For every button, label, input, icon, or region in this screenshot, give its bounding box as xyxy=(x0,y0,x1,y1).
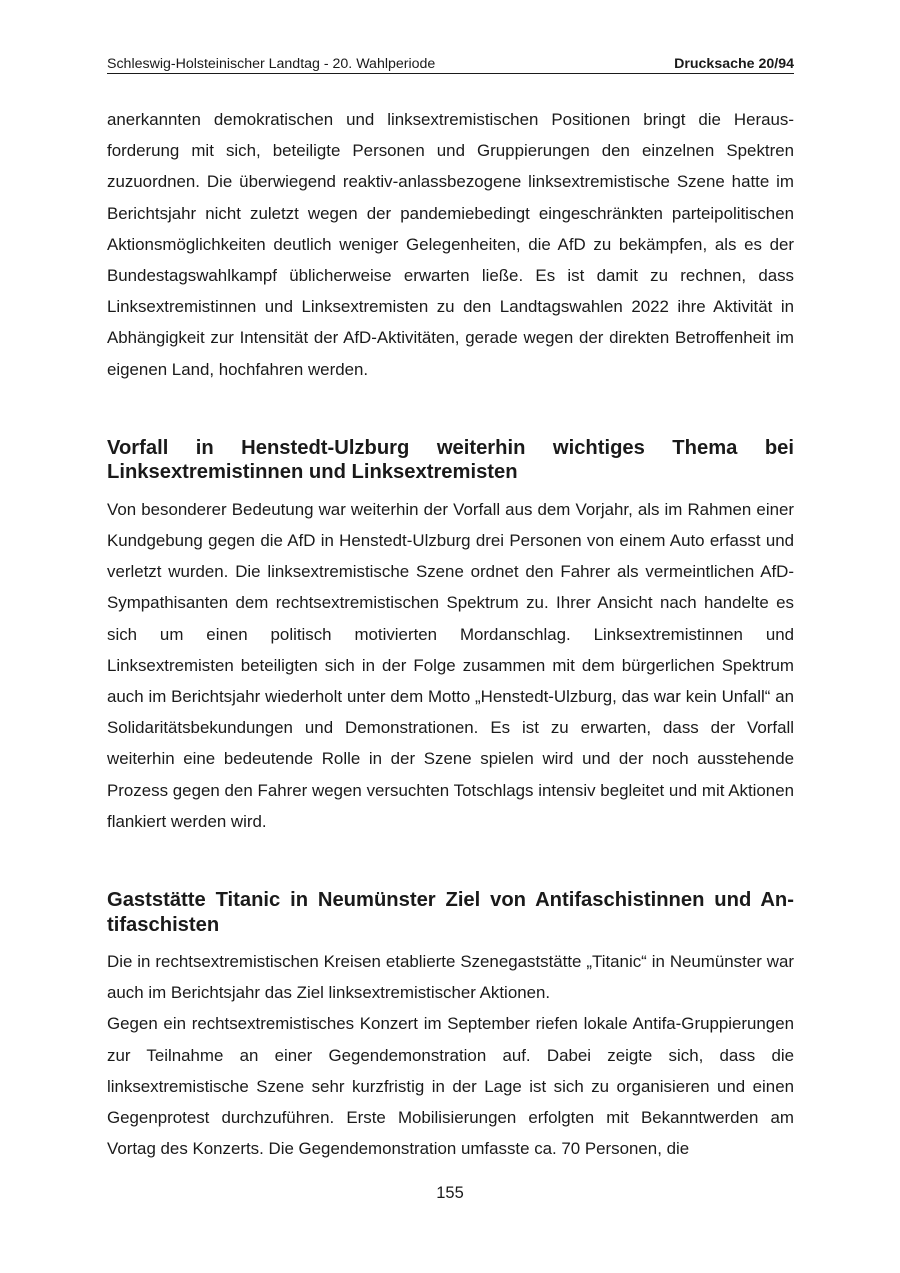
page-number: 155 xyxy=(436,1184,464,1202)
paragraph-2: Von besonderer Bedeutung war weiterhin der Vorfall aus dem Vorjahr, als im Rahmen einer Kundgebung gegen die AfD in Henstedt-Ulzburg drei Personen von einem Auto erfasst und verletzt wurden. Die linksextremistische Szene ordnet den Fahrer als vermeintlichen AfD-Sympathisanten dem rechtsextremistischen Spektrum zu. Ihrer Ansicht nach handelte es sich um einen politisch motivierten Mordanschlag. Linksextremistinnen und Linksextremisten beteiligten sich in der Folge zusammen mit dem bürgerlichen Spektrum auch im Berichtsjahr wiederholt unter dem Motto „Henstedt-Ulzburg, das war kein Unfall“ an Solidaritätsbekundungen und Demonstrationen. Es ist zu erwarten, dass der Vorfall weiterhin eine bedeutende Rolle in der Szene spielen wird und der noch ausstehende Prozess gegen den Fahrer wegen versuchten Totschlags intensiv begleitet und mit Aktionen flankiert werden wird. xyxy=(107,499,794,831)
document-number: Drucksache 20/94 xyxy=(674,56,794,72)
section-heading-titanic: Gaststätte Titanic in Neumünster Ziel von Antifaschistinnen und Antifaschisten xyxy=(107,889,794,936)
paragraph-3: Die in rechtsextremistischen Kreisen etablierte Szenegaststätte „Titanic“ in Neumünster war auch im Berichtsjahr das Ziel linksextremistischer Aktionen. xyxy=(107,952,794,1003)
paragraph-1: anerkannten demokratischen und linksextremistischen Positionen bringt die Herausforderung mit sich, beteiligte Personen und Gruppierungen den einzelnen Spektren zuzuordnen. Die überwiegend reaktiv-anlassbezogene linksextremistische Szene hatte im Berichtsjahr nicht zuletzt wegen der pandemiebedingt eingeschränkten parteipolitischen Aktionsmöglichkeiten deutlich weniger Gelegenheiten, die AfD zu bekämpfen, als es der Bundestagswahlkampf üblicherweise erwarten ließe. Es ist damit zu rechnen, dass Linksextremistinnen und Linksextremisten zu den Landtagswahlen 2022 ihre Aktivität in Abhängigkeit zur Intensität der AfD-Aktivitäten, gerade wegen der direkten Betroffenheit im eigenen Land, hochfahren werden. xyxy=(107,110,794,379)
running-header xyxy=(107,55,794,74)
page-body xyxy=(107,104,794,1164)
header-title: Schleswig-Holsteinischer Landtag - 20. Wahlperiode xyxy=(107,56,436,72)
section-heading-henstedt-ulzburg: Vorfall in Henstedt-Ulzburg weiterhin wichtiges Thema bei Linksextremistinnen und Linksextremisten xyxy=(107,436,794,484)
paragraph-4: Gegen ein rechtsextremistisches Konzert im September riefen lokale Antifa-Gruppierungen zur Teilnahme an einer Gegendemonstration auf. Dabei zeigte sich, dass die linksextremistische Szene sehr kurzfristig in der Lage ist sich zu organisieren und einen Gegenprotest durchzuführen. Erste Mobilisierungen erfolgten mit Bekanntwerden am Vortag des Konzerts. Die Gegendemonstration umfasste ca. 70 Personen, die xyxy=(107,1014,794,1159)
